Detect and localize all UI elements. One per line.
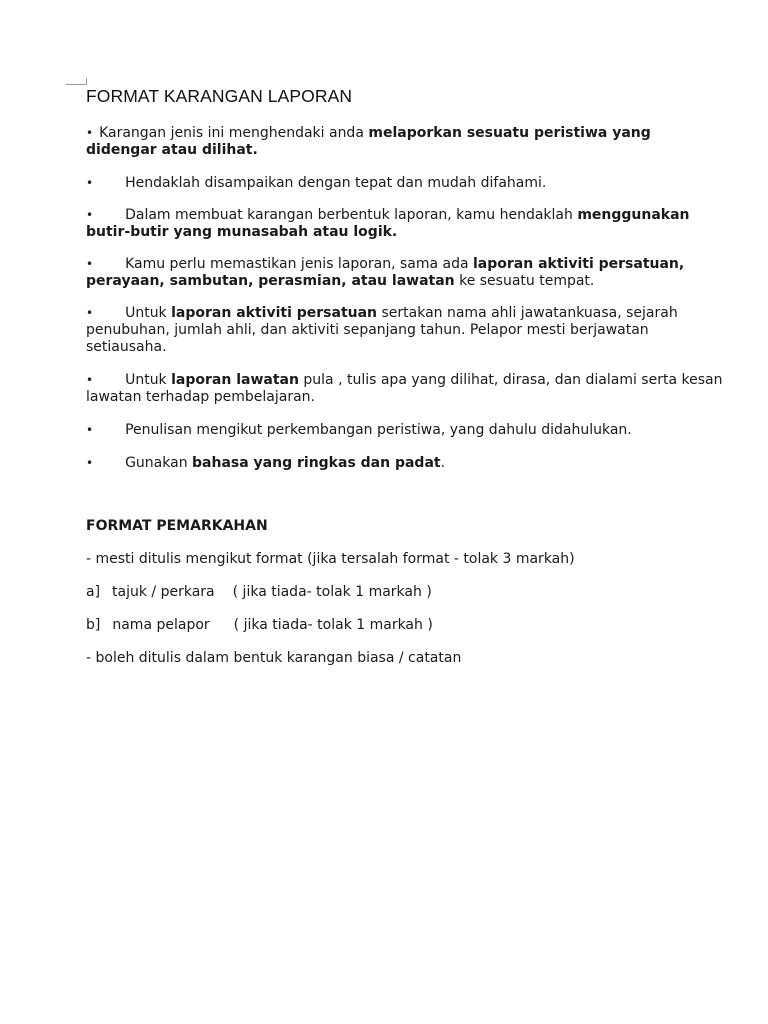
marking-format-line: - mesti ditulis mengikut format (jika tersalah format - tolak 3 markah) [86,551,575,567]
bullet-paragraph [86,422,726,439]
emphasis-text: laporan lawatan [171,372,299,388]
body-text: pula , tulis apa yang dilihat, dirasa, dan dialami serta kesan lawatan terhadap pembelajaran. [86,372,723,405]
marking-item-label: a] [86,584,101,600]
bullet-icon: • [86,176,94,190]
bullet-paragraph [86,455,726,472]
bullet-icon: • [86,423,94,437]
bullet-icon: • [86,257,94,271]
emphasis-text: laporan aktiviti persatuan, perayaan, sambutan, perasmian, atau lawatan [86,256,685,289]
marking-item-a [86,584,726,601]
page-corner-mark [66,78,87,85]
body-text: Penulisan mengikut perkembangan peristiwa, yang dahulu didahulukan. [125,422,632,438]
bullet-icon: • [86,373,94,387]
emphasis-text: melaporkan sesuatu peristiwa yang didengar atau dilihat. [86,125,651,158]
marking-note-line: - boleh ditulis dalam bentuk karangan biasa / catatan [86,650,462,666]
bullet-paragraph [86,372,726,406]
marking-item-b [86,617,726,634]
body-text: Dalam membuat karangan berbentuk laporan, kamu hendaklah [125,207,578,223]
body-text: Hendaklah disampaikan dengan tepat dan mudah difahami. [125,175,547,191]
bullet-icon: • [86,306,94,320]
bullet-paragraph [86,125,726,159]
body-text: . [440,455,446,471]
body-text: Untuk [125,372,172,388]
body-text: Untuk [125,305,172,321]
marking-section-title: FORMAT PEMARKAHAN [86,518,268,534]
bullet-paragraph [86,256,726,290]
bullet-paragraph [86,305,726,356]
bullet-icon: • [86,126,94,140]
emphasis-text: laporan aktiviti persatuan [171,305,378,321]
body-text: Karangan jenis ini menghendaki anda [99,125,369,141]
bullet-icon: • [86,208,94,222]
marking-item-name: nama pelapor [112,617,210,633]
body-text: sertakan nama ahli jawatankuasa, sejarah penubuhan, jumlah ahli, dan aktiviti sepanjang tahun. Pelapor mesti berjawatan setiausaha. [86,305,678,355]
bullet-paragraph [86,175,726,192]
marking-item-name: tajuk / perkara [112,584,215,600]
body-text: Gunakan [125,455,193,471]
body-text: Kamu perlu memastikan jenis laporan, sama ada [125,256,473,272]
bullet-icon: • [86,456,94,470]
marking-item-label: b] [86,617,101,633]
document-title: FORMAT KARANGAN LAPORAN [86,86,353,106]
marking-item-penalty: ( jika tiada- tolak 1 markah ) [233,617,433,633]
body-text: ke sesuatu tempat. [454,273,595,289]
emphasis-text: bahasa yang ringkas dan padat [192,455,441,471]
bullet-paragraph [86,207,726,241]
marking-item-penalty: ( jika tiada- tolak 1 markah ) [232,584,432,600]
emphasis-text: menggunakan butir-butir yang munasabah atau logik. [86,207,690,240]
